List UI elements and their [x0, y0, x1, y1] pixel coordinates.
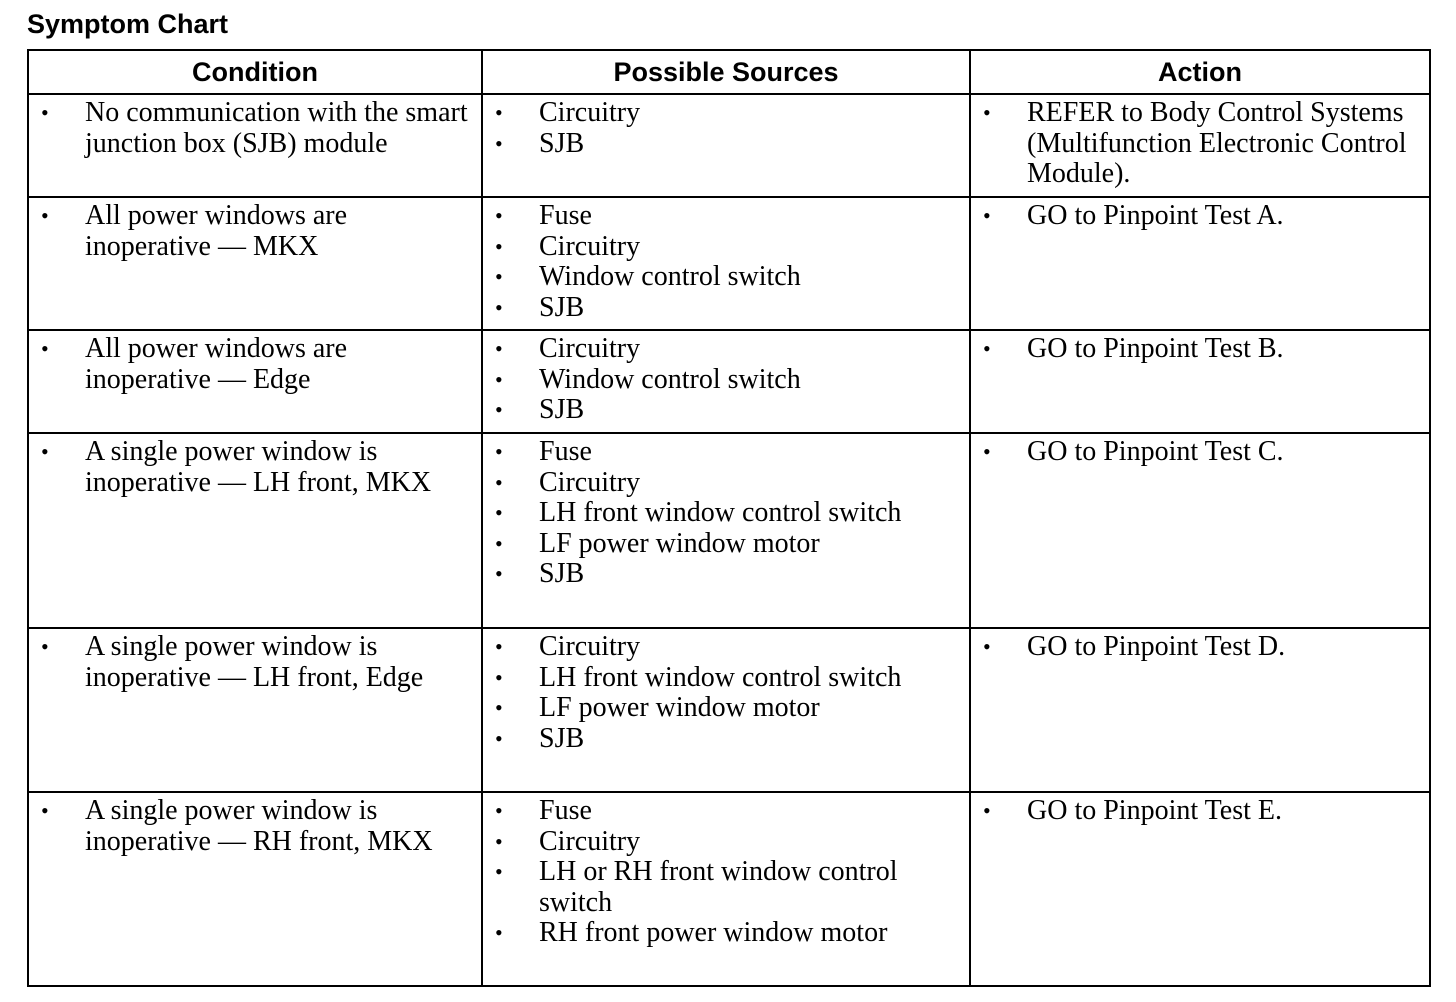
list-item — [483, 293, 961, 324]
condition-cell — [28, 792, 482, 986]
list-item — [483, 334, 961, 365]
bullet-icon: • — [41, 634, 49, 659]
list-item — [483, 827, 961, 858]
list-item-text: Fuse — [539, 436, 592, 467]
bullet-icon: • — [495, 336, 503, 361]
bullet-icon: • — [495, 366, 503, 392]
list-item — [483, 232, 961, 263]
bullet-icon: • — [495, 695, 503, 720]
list-item-text: LF power window motor — [539, 692, 820, 723]
list-item — [483, 559, 961, 590]
sources-list — [483, 201, 961, 323]
bullet-icon: • — [495, 439, 503, 464]
condition-cell — [28, 197, 482, 330]
possible-sources-cell — [482, 197, 970, 330]
list-item — [29, 437, 473, 498]
list-item — [483, 129, 961, 160]
action-cell — [970, 197, 1430, 330]
bullet-icon: • — [495, 233, 503, 259]
bullet-icon: • — [495, 664, 503, 690]
list-item-text: Fuse — [539, 200, 592, 231]
list-item — [483, 98, 961, 129]
list-item — [971, 632, 1421, 663]
bullet-icon: • — [41, 100, 49, 125]
bullet-icon: • — [495, 203, 503, 228]
bullet-icon: • — [495, 920, 503, 945]
list-item-text: SJB — [539, 722, 585, 754]
bullet-icon: • — [495, 294, 503, 320]
action-cell — [970, 94, 1430, 197]
sources-list — [483, 334, 961, 426]
header-row — [28, 50, 1430, 94]
list-item-text: Window control switch — [539, 261, 801, 292]
action-list — [971, 437, 1421, 468]
list-item-text: SJB — [539, 291, 585, 323]
column-header-condition: Condition — [28, 50, 482, 94]
list-item — [29, 796, 473, 857]
list-item-text: GO to Pinpoint Test C. — [1027, 436, 1284, 467]
action-cell — [970, 330, 1430, 433]
list-item — [483, 365, 961, 396]
list-item — [483, 498, 961, 529]
bullet-icon: • — [495, 500, 503, 525]
possible-sources-cell — [482, 433, 970, 628]
table-row — [28, 792, 1430, 986]
list-item — [971, 796, 1421, 827]
bullet-icon: • — [495, 828, 503, 854]
column-header-possible-sources: Possible Sources — [482, 50, 970, 94]
list-item-text: A single power window is inoperative — RH front, MKX — [85, 795, 433, 857]
condition-cell — [28, 94, 482, 197]
bullet-icon: • — [495, 725, 503, 751]
list-item — [483, 918, 961, 949]
list-item-text: Circuitry — [539, 333, 641, 364]
list-item-text: LF power window motor — [539, 527, 820, 559]
list-item-text: Circuitry — [539, 466, 641, 498]
table-row — [28, 628, 1430, 792]
list-item-text: Circuitry — [539, 825, 641, 857]
bullet-icon: • — [495, 469, 503, 495]
possible-sources-cell — [482, 94, 970, 197]
action-list — [971, 632, 1421, 663]
list-item — [971, 334, 1421, 365]
bullet-icon: • — [41, 798, 49, 823]
list-item-text: SJB — [539, 558, 585, 589]
sources-list — [483, 796, 961, 949]
action-list — [971, 334, 1421, 365]
bullet-icon: • — [983, 336, 991, 361]
list-item-text: A single power window is inoperative — LH front, Edge — [85, 631, 424, 693]
list-item-text: Fuse — [539, 795, 592, 826]
possible-sources-cell — [482, 330, 970, 433]
table-row — [28, 197, 1430, 330]
list-item-text: Circuitry — [539, 631, 641, 662]
action-cell — [970, 628, 1430, 792]
list-item-text: GO to Pinpoint Test A. — [1027, 200, 1284, 231]
list-item — [483, 437, 961, 468]
sources-list — [483, 632, 961, 754]
list-item-text: LH or RH front window control switch — [539, 856, 898, 918]
bullet-icon: • — [495, 859, 503, 884]
list-item — [483, 201, 961, 232]
bullet-icon: • — [983, 634, 991, 659]
condition-list — [29, 334, 473, 395]
table-row — [28, 330, 1430, 433]
action-list — [971, 796, 1421, 827]
list-item — [971, 437, 1421, 468]
action-cell — [970, 792, 1430, 986]
symptom-chart-table — [27, 49, 1431, 987]
condition-cell — [28, 433, 482, 628]
condition-list — [29, 632, 473, 693]
bullet-icon: • — [495, 561, 503, 586]
bullet-icon: • — [495, 530, 503, 556]
list-item — [29, 632, 473, 693]
list-item — [483, 468, 961, 499]
list-item-text: SJB — [539, 394, 585, 425]
list-item — [483, 796, 961, 827]
list-item — [483, 663, 961, 694]
bullet-icon: • — [983, 203, 991, 228]
condition-cell — [28, 330, 482, 433]
list-item — [971, 98, 1421, 190]
bullet-icon: • — [41, 336, 49, 361]
list-item — [483, 395, 961, 426]
list-item-text: LH front window control switch — [539, 497, 902, 528]
list-item-text: No communication with the smart junction box (SJB) module — [85, 97, 468, 159]
list-item — [483, 262, 961, 293]
bullet-icon: • — [983, 100, 991, 125]
list-item-text: Circuitry — [539, 97, 641, 128]
list-item — [483, 724, 961, 755]
condition-cell — [28, 628, 482, 792]
bullet-icon: • — [495, 397, 503, 422]
list-item — [483, 529, 961, 560]
list-item — [483, 632, 961, 663]
bullet-icon: • — [495, 130, 503, 156]
list-item-text: GO to Pinpoint Test D. — [1027, 631, 1286, 662]
list-item — [29, 201, 473, 262]
list-item-text: Circuitry — [539, 230, 641, 262]
possible-sources-cell — [482, 628, 970, 792]
bullet-icon: • — [495, 798, 503, 823]
sources-list — [483, 98, 961, 159]
list-item-text: LH front window control switch — [539, 661, 902, 693]
condition-list — [29, 796, 473, 857]
list-item-text: RH front power window motor — [539, 917, 888, 948]
bullet-icon: • — [495, 264, 503, 289]
condition-list — [29, 201, 473, 262]
list-item-text: SJB — [539, 127, 585, 159]
sources-list — [483, 437, 961, 590]
bullet-icon: • — [41, 439, 49, 464]
list-item-text: A single power window is inoperative — LH front, MKX — [85, 436, 432, 498]
bullet-icon: • — [983, 439, 991, 464]
action-cell — [970, 433, 1430, 628]
list-item-text: All power windows are inoperative — Edge — [85, 333, 348, 395]
list-item — [29, 334, 473, 395]
page-title: Symptom Chart — [27, 9, 229, 39]
table-row — [28, 94, 1430, 197]
bullet-icon: • — [983, 798, 991, 823]
bullet-icon: • — [41, 203, 49, 228]
condition-list — [29, 437, 473, 498]
list-item-text: All power windows are inoperative — MKX — [85, 200, 348, 262]
table-body — [28, 94, 1430, 986]
list-item-text: Window control switch — [539, 363, 801, 395]
bullet-icon: • — [495, 100, 503, 125]
list-item-text: GO to Pinpoint Test E. — [1027, 795, 1282, 826]
action-list — [971, 98, 1421, 190]
condition-list — [29, 98, 473, 159]
bullet-icon: • — [495, 634, 503, 659]
list-item — [483, 693, 961, 724]
list-item — [971, 201, 1421, 232]
action-list — [971, 201, 1421, 232]
list-item — [29, 98, 473, 159]
list-item-text: REFER to Body Control Systems (Multifunction Electronic Control Module). — [1027, 97, 1407, 189]
column-header-action: Action — [970, 50, 1430, 94]
list-item — [483, 857, 961, 918]
table-row — [28, 433, 1430, 628]
list-item-text: GO to Pinpoint Test B. — [1027, 333, 1284, 364]
possible-sources-cell — [482, 792, 970, 986]
